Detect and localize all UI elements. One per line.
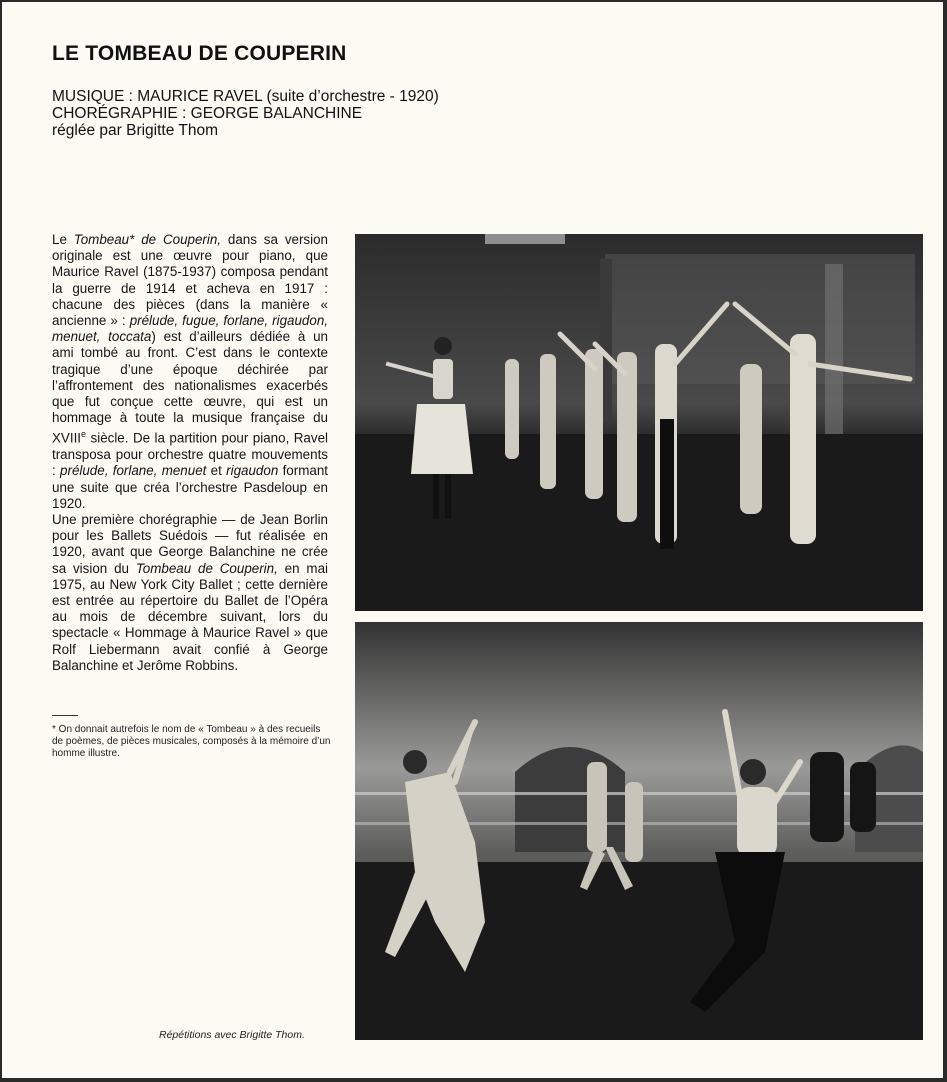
- text-run: ) est d’ailleurs dédiée à un ami tombé au front. C’est dans le contexte tragique d’une époque déchirée par l’affrontement des nationalismes exacerbés que fut conçue cette œuvre, qui est un hommage à toute la musique française du XVIII: [52, 329, 328, 446]
- footnote: * On donnait autrefois le nom de « Tombeau » à des recueils de poèmes, de pièces musicales, composés à la mémoire d’un homme illustre.: [52, 724, 331, 759]
- text-run: formant une suite que créa l’orchestre Pasdeloup en 1920.: [52, 463, 328, 511]
- work-title: Tombeau de Couperin,: [135, 560, 278, 576]
- article-text: [52, 232, 328, 674]
- footnote-divider: [52, 715, 78, 716]
- credits-block: [52, 88, 439, 139]
- text-run: en mai 1975, au New York City Ballet ; cette dernière est entrée au répertoire du Ballet de l’Opéra au mois de décembre suivant, lors du spectacle « Hommage à Maurice Ravel » que Rolf Liebermann avait confié à George Balanchine et Jerôme Robbins.: [52, 560, 328, 673]
- music-credit-main: MUSIQUE : MAURICE RAVEL: [52, 88, 263, 105]
- century-superscript: e: [81, 429, 87, 440]
- page-title: LE TOMBEAU DE COUPERIN: [52, 42, 347, 65]
- text-run: dans sa version originale est une œuvre pour piano, que Maurice Ravel (1875-1937) composa pendant la guerre de 1914 et acheva en 1917 : chacune des pièces (dans la manière « ancienne » :: [52, 232, 328, 329]
- text-run: siècle. De la partition pour piano, Ravel transposa pour orchestre quatre mouvements :: [52, 430, 328, 479]
- rehearsal-photo-2: [355, 622, 923, 1040]
- text-run: et: [206, 463, 227, 479]
- work-title: Tombeau* de Couperin,: [73, 232, 222, 247]
- staging-credit: réglée par Brigitte Thom: [52, 122, 218, 139]
- choreography-credit: CHORÉGRAPHIE : GEORGE BALANCHINE: [52, 105, 363, 122]
- program-page: [2, 2, 943, 1078]
- text-run: Une première chorégraphie — de Jean Borlin pour les Ballets Suédois — fut réalisée en 1920, avant que George Balanchine ne crée sa vision du: [52, 511, 328, 576]
- article-paragraph-2: [52, 512, 328, 674]
- text-run: Le: [52, 232, 74, 247]
- movements-list: prélude, forlane, menuet: [60, 463, 207, 479]
- rehearsal-photo-1: [355, 234, 923, 611]
- photo-caption: Répétitions avec Brigitte Thom.: [159, 1029, 305, 1041]
- pieces-list: prélude, fugue, forlane, rigaudon, menuet, toccata: [52, 313, 328, 345]
- music-credit: [52, 88, 439, 105]
- article-paragraph-1: [52, 232, 328, 512]
- movement-name: rigaudon: [226, 463, 279, 479]
- music-credit-detail: (suite d’orchestre - 1920): [262, 88, 439, 105]
